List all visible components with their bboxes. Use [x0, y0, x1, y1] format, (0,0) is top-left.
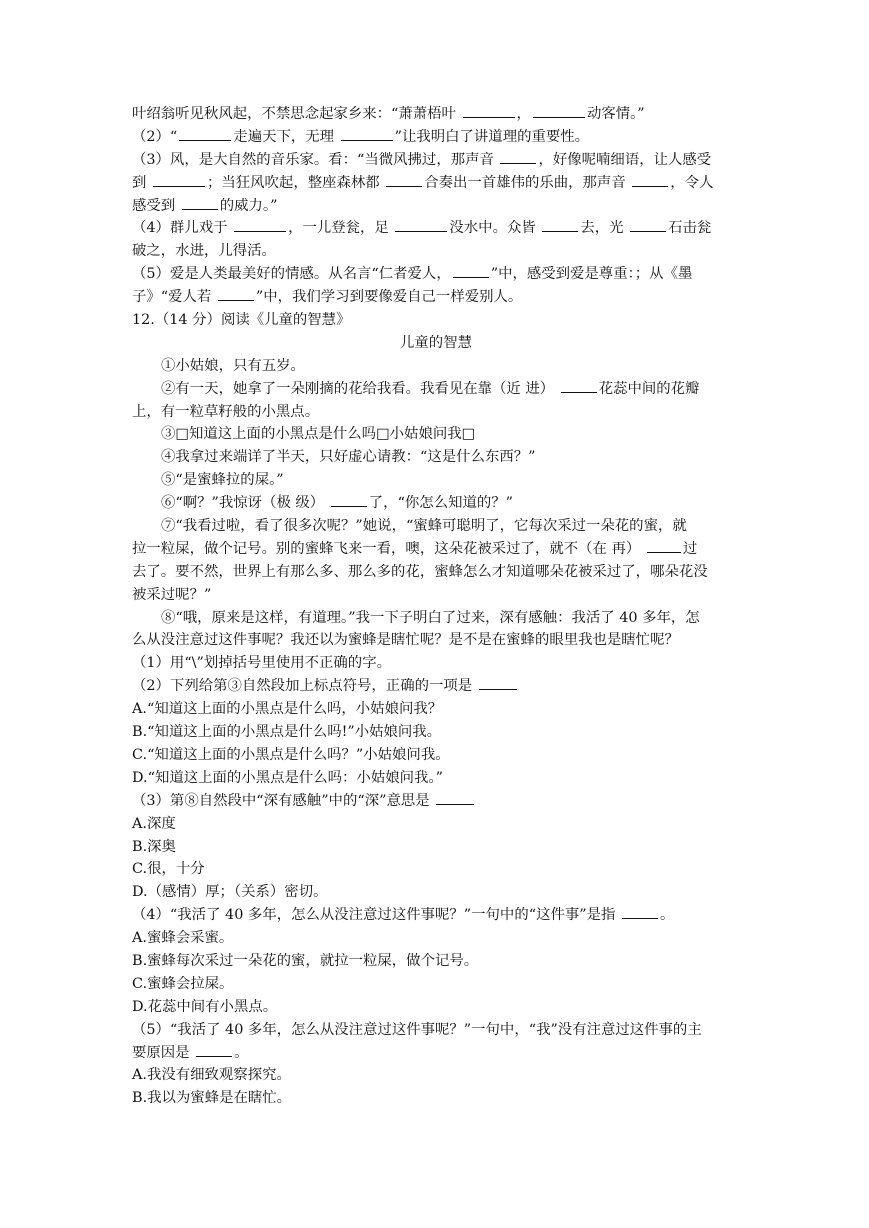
sub-question: 要原因是 。 — [132, 1042, 740, 1065]
paragraph-line: ⑥“啊？”我惊讶（极 级） 了，“你怎么知道的？” — [132, 492, 740, 515]
paragraph-line: ⑦“我看过啦，看了很多次呢？”她说，“蜜蜂可聪明了，它每次采过一朵花的蜜，就 — [161, 518, 687, 535]
answer-blank[interactable] — [542, 217, 578, 232]
answer-blank[interactable] — [632, 172, 668, 187]
text-line: （5）爱是人类最美好的情感。从名言“仁者爱人， ”中，感受到爱是尊重：；从《墨 — [132, 263, 740, 286]
paragraph-line: ②有一天，她拿了一朵刚摘的花给我看。我看见在靠（近 进） 花蕊中间的花瓣 — [132, 378, 740, 401]
answer-blank[interactable] — [463, 103, 515, 118]
paragraph-line: ⑧“哦，原来是这样，有道理。”我一下子明白了过来，深有感触：我活了 40 多年，怎 — [161, 609, 700, 626]
answer-blank[interactable] — [647, 538, 681, 553]
sub-question: （2）下列给第③自然段加上标点符号，正确的一项是 — [132, 675, 740, 698]
sub-question: （5）“我活了 40 多年，怎么从没注意过这件事呢？”一句中，“我”没有注意过这件事的主 — [132, 1021, 702, 1038]
option-line[interactable]: D.（感情）厚；（关系）密切。 — [132, 884, 328, 901]
text-line: 子》“爱人若 ”中，我们学习到要像爱自己一样爱别人。 — [132, 286, 740, 309]
option-line[interactable]: D.花蕊中间有小黑点。 — [132, 998, 278, 1015]
option-line[interactable]: A.我没有细致观察探究。 — [132, 1067, 291, 1084]
answer-blank[interactable] — [622, 904, 658, 919]
paragraph-line: 被采过呢？” — [132, 586, 212, 603]
answer-blank[interactable] — [630, 217, 666, 232]
answer-blank[interactable] — [395, 217, 447, 232]
answer-blank[interactable] — [182, 195, 218, 210]
text-line: 叶绍翁听见秋风起，不禁思念起家乡来：“萧萧梧叶 ， 动客情。” — [132, 103, 740, 126]
sub-question: （3）第⑧自然段中“深有感触”中的“深”意思是 — [132, 790, 740, 813]
option-line[interactable]: B.“知道这上面的小黑点是什么吗!”小姑娘问我。 — [132, 724, 442, 741]
option-line[interactable]: C.蜜蜂会拉屎。 — [132, 975, 234, 992]
answer-blank[interactable] — [500, 149, 536, 164]
question-heading: 12.（14 分）阅读《儿童的智慧》 — [132, 312, 351, 329]
document-page — [132, 103, 740, 1110]
sub-question: （1）用“\”划掉括号里使用不正确的字。 — [132, 655, 391, 672]
option-line[interactable]: C.很，十分 — [132, 861, 205, 878]
text-line: （2）“ 走遍天下，无理 ”让我明白了讲道理的重要性。 — [132, 126, 740, 149]
answer-blank[interactable] — [561, 378, 597, 393]
option-line[interactable]: C.“知道这上面的小黑点是什么吗？”小姑娘问我。 — [132, 746, 450, 763]
answer-blank[interactable] — [479, 675, 517, 690]
text-line: 破之，水进，儿得活。 — [132, 243, 276, 260]
paragraph-line: 么从没注意过这件事呢？我还以为蜜蜂是瞎忙呢？是不是在蜜蜂的眼里我也是瞎忙呢？ — [132, 632, 679, 649]
answer-blank[interactable] — [341, 126, 393, 141]
option-line[interactable]: A.深度 — [132, 815, 176, 832]
paragraph-line: 去了。要不然，世界上有那么多、那么多的花，蜜蜂怎么才知道哪朵花被采过了，哪朵花没 — [132, 563, 708, 580]
text-line: （4）群儿戏于 ，一儿登瓮，足 没水中。众皆 去，光 石击瓮 — [132, 217, 740, 240]
answer-blank[interactable] — [436, 790, 474, 805]
answer-blank[interactable] — [533, 103, 585, 118]
answer-blank[interactable] — [218, 286, 254, 301]
option-line[interactable]: D.“知道这上面的小黑点是什么吗：小姑娘问我。” — [132, 769, 443, 786]
text-line: （3）风，是大自然的音乐家。看：“当微风拂过，那声音 ，好像呢喃细语，让人感受 — [132, 149, 740, 172]
answer-blank[interactable] — [196, 1042, 232, 1057]
answer-blank[interactable] — [153, 172, 205, 187]
answer-blank[interactable] — [453, 263, 489, 278]
option-line[interactable]: B.我以为蜜蜂是在瞎忙。 — [132, 1090, 292, 1107]
paragraph-line: ①小姑娘，只有五岁。 — [161, 357, 305, 374]
answer-blank[interactable] — [179, 126, 231, 141]
text-line: 感受到 的威力。” — [132, 195, 740, 218]
answer-blank[interactable] — [331, 492, 367, 507]
paragraph-line: 拉一粒屎，做个记号。别的蜜蜂飞来一看，噢，这朵花被采过了，就不（在 再） 过 — [132, 538, 740, 561]
answer-blank[interactable] — [234, 217, 286, 232]
paragraph-line: ④我拿过来端详了半天，只好虚心请教：“这是什么东西？” — [161, 449, 536, 466]
text-line: 到 ；当狂风吹起，整座森林都 合奏出一首雄伟的乐曲，那声音 ，令人 — [132, 172, 740, 195]
paragraph-line: 上，有一粒草籽般的小黑点。 — [132, 403, 320, 420]
option-line[interactable]: B.深奥 — [132, 838, 176, 855]
article-title: 儿童的智慧 — [400, 334, 472, 351]
answer-blank[interactable] — [386, 172, 422, 187]
sub-question: （4）“我活了 40 多年，怎么从没注意过这件事呢？”一句中的“这件事”是指 。 — [132, 904, 740, 927]
option-line[interactable]: A.“知道这上面的小黑点是什么吗，小姑娘问我？ — [132, 701, 443, 718]
option-line[interactable]: A.蜜蜂会采蜜。 — [132, 930, 234, 947]
paragraph-line: ③□知道这上面的小黑点是什么吗□小姑娘问我□ — [161, 426, 476, 443]
paragraph-line: ⑤“是蜜蜂拉的屎。” — [161, 472, 284, 489]
option-line[interactable]: B.蜜蜂每次采过一朵花的蜜，就拉一粒屎，做个记号。 — [132, 952, 479, 969]
